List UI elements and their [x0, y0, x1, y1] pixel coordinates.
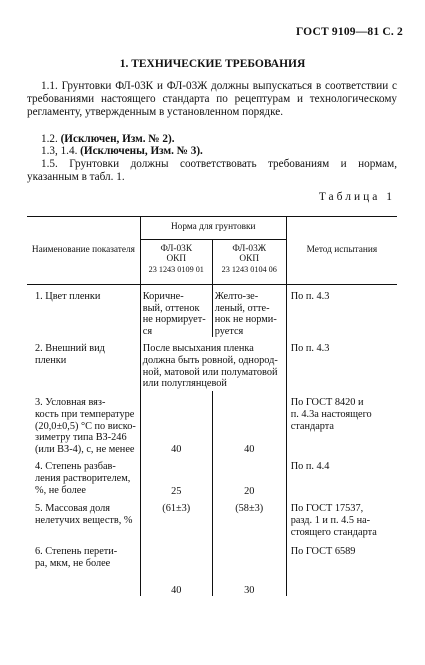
grade-zh-okp-code: 23 1243 0104 06 [221, 264, 277, 274]
paragraph-1-5 [27, 158, 397, 184]
header-grade-k [140, 240, 212, 285]
table-row [27, 285, 397, 338]
row-6-method: По ГОСТ 6589 [290, 546, 356, 558]
row-5-name: 5. Массовая доля нелетучих веществ, % [35, 503, 133, 526]
row-3-name: 3. Условная вяз- кость при температуре (20,0±0,5) °С по виско- зиметру типа ВЗ-246 (или ВЗ-4), с, не менее [35, 397, 136, 455]
paragraph-1-2 [27, 133, 397, 146]
grade-k-okp-code: 23 1243 0109 01 [148, 264, 204, 274]
row-2-name: 2. Внешний вид пленки [35, 343, 105, 366]
row-1-method: По п. 4.3 [290, 291, 330, 302]
row-3-grade-zh: 40 [212, 391, 286, 455]
grade-k-name: ФЛ-03К [160, 244, 193, 254]
paragraph-1-2-number: 1.2. [41, 133, 58, 145]
table-row [27, 391, 397, 455]
row-5-grade-zh: (58±3) [212, 497, 286, 540]
table-row [27, 337, 397, 391]
row-4-grade-zh: 20 [212, 455, 286, 497]
row-3-method: По ГОСТ 8420 и п. 4.3а настоящего стандарта [290, 397, 372, 432]
header-indicator-name: Наименование показателя [27, 217, 140, 285]
grade-zh-name: ФЛ-03Ж [232, 244, 267, 254]
row-6-grade-zh: 30 [212, 540, 286, 596]
row-6-name: 6. Степень перети- ра, мкм, не более [35, 546, 118, 569]
requirements-table [27, 216, 397, 596]
paragraph-1-3-note: (Исключены, Изм. № 3). [80, 145, 203, 157]
row-2-both-grades: После высыхания пленка должна быть ровной, однород- ной, матовой или полуматовой или полуглянцевой [140, 337, 286, 391]
row-4-grade-k: 25 [140, 455, 212, 497]
header-test-method: Метод испытания [286, 217, 397, 285]
paragraph-1-1-text: 1.1. Грунтовки ФЛ-03К и ФЛ-03Ж должны выпускаться в соответствии с требованиями настоящего стандарта по рецептурам и технологическому регламенту, утвержденным в установленном порядке. [27, 80, 397, 118]
paragraph-1-1 [27, 80, 397, 118]
row-3-grade-k: 40 [140, 391, 212, 455]
paragraph-1-2-note: (Исключен, Изм. № 2). [60, 133, 175, 145]
row-2-method: По п. 4.3 [290, 343, 330, 355]
row-1-grade-k: Коричне- вый, оттенок не нормирует- ся [140, 285, 212, 338]
row-5-grade-k: (61±3) [140, 497, 212, 540]
row-1-grade-zh: Желто-зе- леный, отте- нок не норми- руется [212, 285, 286, 338]
page-header: ГОСТ 9109—81 С. 2 [295, 26, 403, 38]
row-5-method: По ГОСТ 17537, разд. 1 и п. 4.5 на- стоящего стандарта [290, 503, 377, 538]
header-grade-zh [212, 240, 286, 285]
row-1-name: 1. Цвет пленки [35, 291, 101, 302]
grade-k-okp-label: ОКП [166, 254, 187, 265]
table-row [27, 540, 397, 596]
row-4-name: 4. Степень разбав- ления растворителем, %, не более [35, 461, 131, 496]
section-title: 1. ТЕХНИЧЕСКИЕ ТРЕБОВАНИЯ [119, 58, 306, 70]
paragraph-1-5-text: 1.5. Грунтовки должны соответствовать требованиям и нормам, указанным в табл. 1. [27, 158, 397, 183]
row-4-method: По п. 4.4 [290, 461, 330, 473]
table-row [27, 497, 397, 540]
table-row [27, 455, 397, 497]
paragraph-1-3-number: 1.3, 1.4. [41, 145, 78, 157]
grade-zh-okp-label: ОКП [239, 254, 260, 265]
table-caption: Таблица 1 [318, 191, 395, 203]
header-norm: Норма для грунтовки [140, 217, 286, 240]
paragraph-1-3 [27, 145, 397, 158]
row-6-grade-k: 40 [140, 540, 212, 596]
